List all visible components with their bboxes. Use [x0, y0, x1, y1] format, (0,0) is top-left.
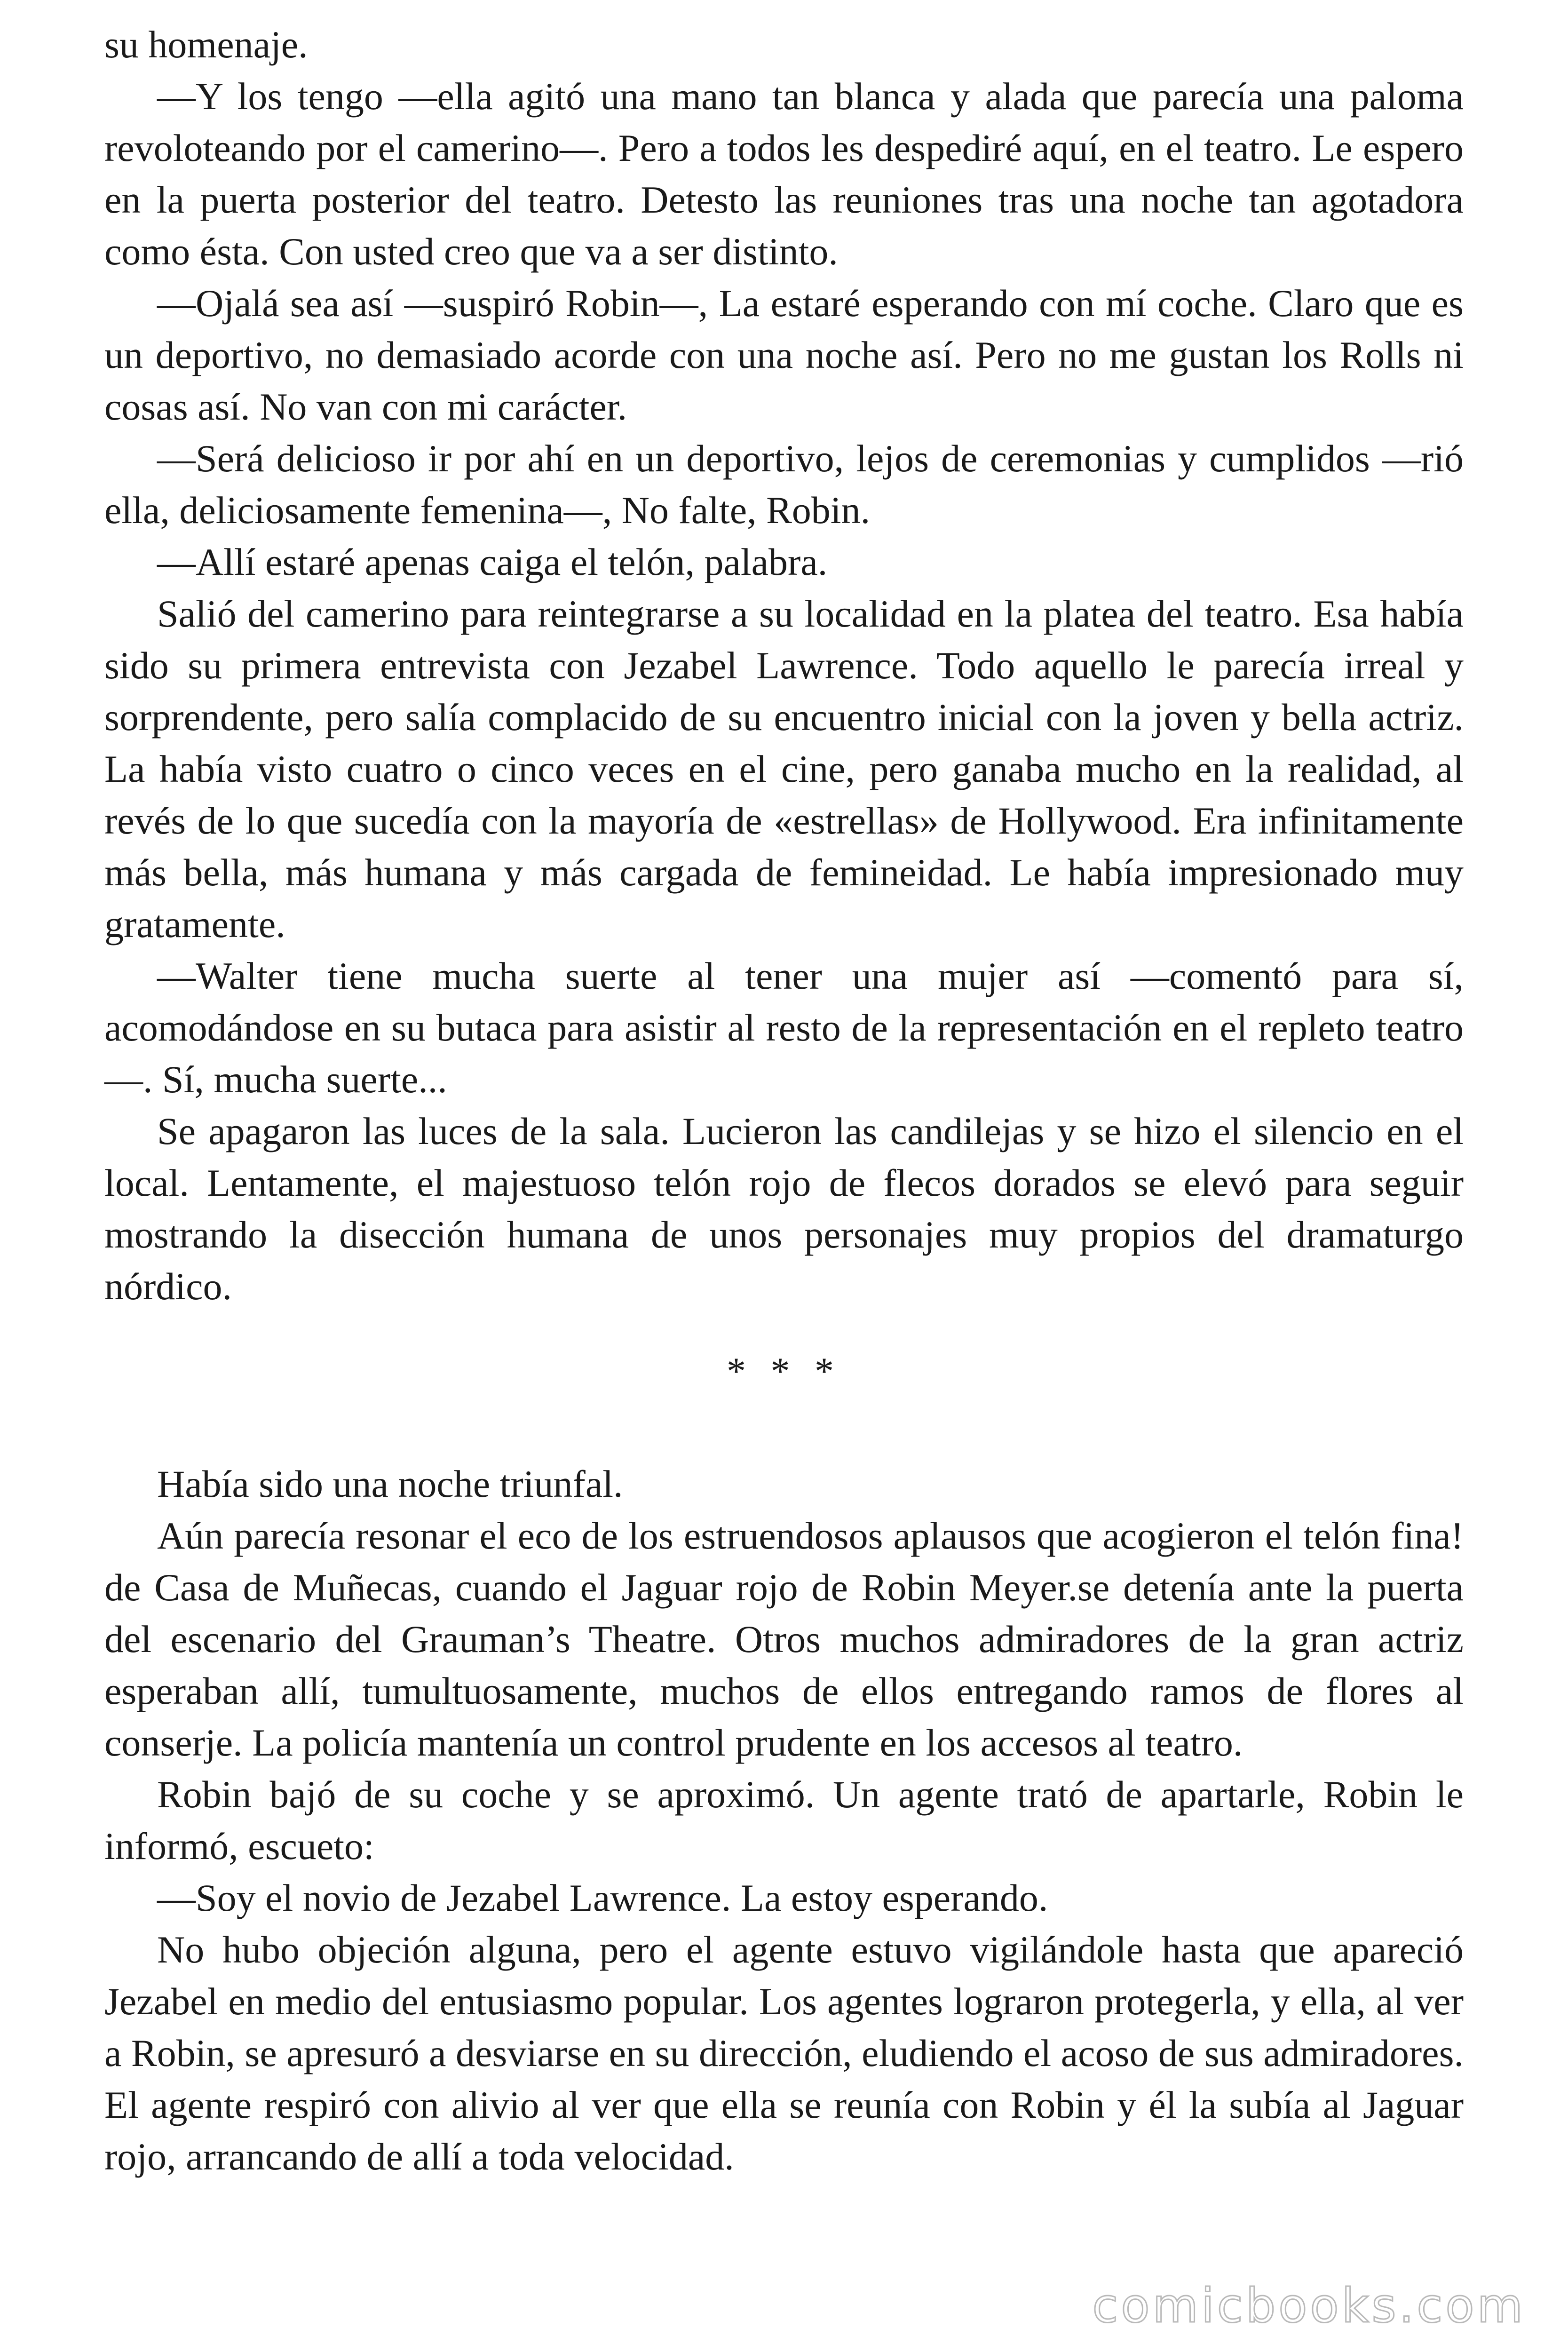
paragraph: —Walter tiene mucha suerte al tener una mujer así —comentó para sí, acomodándose en su butaca para asistir al resto de la representación en el repleto teatro—. Sí, mucha suerte...	[104, 954, 1464, 1101]
watermark: comicbooks.com	[1092, 2278, 1526, 2333]
paragraph: su homenaje.	[104, 23, 308, 66]
paragraph: —Ojalá sea así —suspiró Robin—, La estaré esperando con mí coche. Claro que es un deportivo, no demasiado acorde con una noche así. Pero no me gustan los Rolls ni cosas así. No van con mi carácter.	[104, 282, 1464, 428]
paragraph: Había sido una noche triunfal.	[157, 1462, 623, 1505]
paragraph: Se apagaron las luces de la sala. Lucieron las candilejas y se hizo el silencio en el local. Lentamente, el majestuoso telón rojo de flecos dorados se elevó para seguir mostrando la disección humana de unos personajes muy propios del dramaturgo nórdico.	[104, 1110, 1464, 1308]
page-text	[104, 19, 1464, 2183]
paragraph: Salió del camerino para reintegrarse a su localidad en la platea del teatro. Esa había sido su primera entrevista con Jezabel Lawrence. Todo aquello le parecía irreal y sorprendente, pero salía complacido de su encuentro inicial con la joven y bella actriz. La había visto cuatro o cinco veces en el cine, pero ganaba mucho en la realidad, al revés de lo que sucedía con la mayoría de «estrellas» de Hollywood. Era infinitamente más bella, más humana y más cargada de femineidad. Le había impresionado muy gratamente.	[104, 592, 1464, 946]
paragraph: —Será delicioso ir por ahí en un deportivo, lejos de ceremonias y cumplidos —rió ella, deliciosamente femenina—, No falte, Robin.	[104, 437, 1464, 532]
paragraph: No hubo objeción alguna, pero el agente estuvo vigilándole hasta que apareció Jezabel en medio del entusiasmo popular. Los agentes lograron protegerla, y ella, al ver a Robin, se apresuró a desviarse en su dirección, eludiendo el acoso de sus admiradores. El agente respiró con alivio al ver que ella se reunía con Robin y él la subía al Jaguar rojo, arrancando de allí a toda velocidad.	[104, 1928, 1464, 2178]
paragraph: Robin bajó de su coche y se aproximó. Un agente trató de apartarle, Robin le informó, escueto:	[104, 1773, 1464, 1867]
section-separator: * * *	[727, 1350, 841, 1392]
paragraph: —Allí estaré apenas caiga el telón, palabra.	[157, 540, 828, 583]
paragraph: —Soy el novio de Jezabel Lawrence. La estoy esperando.	[157, 1876, 1048, 1919]
paragraph: —Y los tengo —ella agitó una mano tan blanca y alada que parecía una paloma revoloteando por el camerino—. Pero a todos les despediré aquí, en el teatro. Le espero en la puerta posterior del teatro. Detesto las reuniones tras una noche tan agotadora como ésta. Con usted creo que va a ser distinto.	[104, 75, 1464, 273]
paragraph: Aún parecía resonar el eco de los estruendosos aplausos que acogieron el telón fina! de Casa de Muñecas, cuando el Jaguar rojo de Robin Meyer.se detenía ante la puerta del escenario del Grauman’s Theatre. Otros muchos admiradores de la gran actriz esperaban allí, tumultuosamente, muchos de ellos entregando ramos de flores al conserje. La policía mantenía un control prudente en los accesos al teatro.	[104, 1514, 1464, 1764]
